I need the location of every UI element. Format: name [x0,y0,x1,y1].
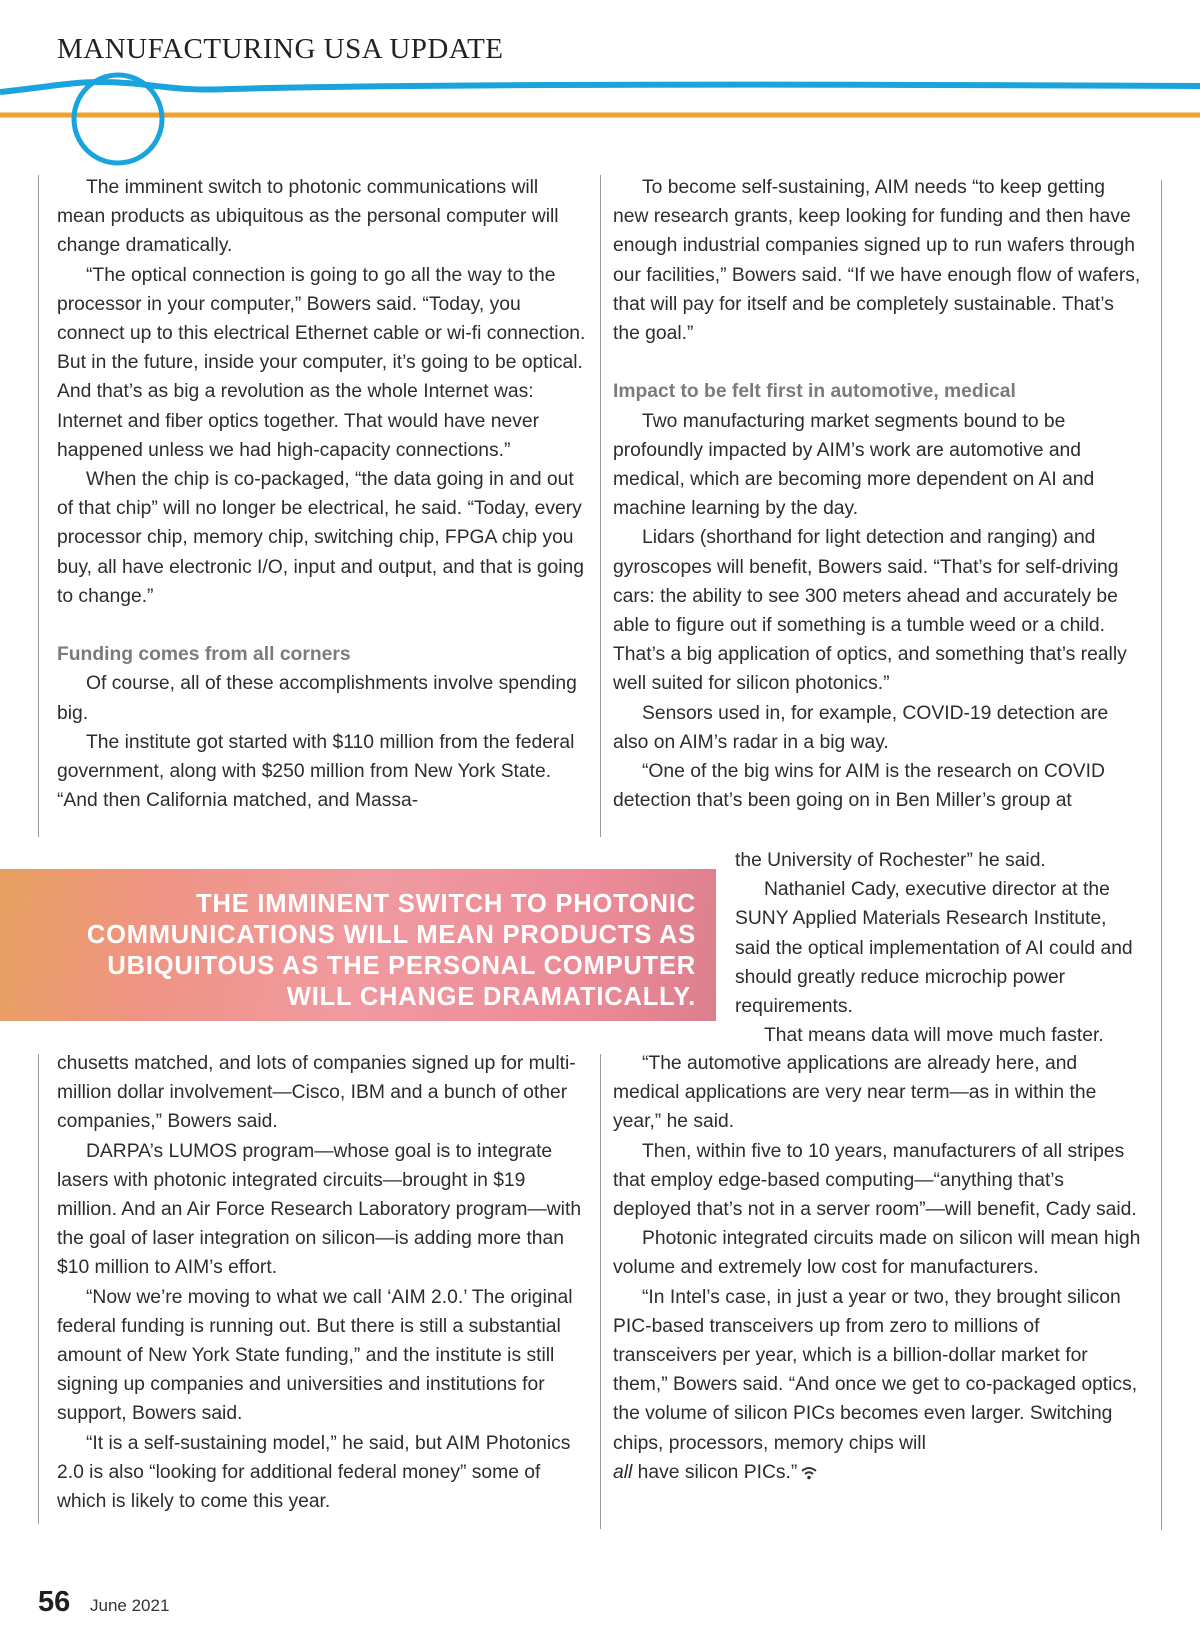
left-column-top [57,173,587,815]
paragraph: “In Intel’s case, in just a year or two, they brought silicon PIC-based transceivers up from zero to millions of transceivers per year, which is a billion-dollar market for them,” Bowers said. “And once we get to co-packaged optics, the volume of silicon PICs becomes even larger. Switching chips, processors, memory chips will [613,1286,1138,1454]
page-number: 56 [38,1586,71,1618]
left-column-rule-top [38,175,39,837]
paragraph: “It is a self-sustaining model,” he said, but AIM Photonics 2.0 is also “looking for additional federal money” some of which is likely to come this year. [57,1432,571,1513]
paragraph: Photonic integrated circuits made on silicon will mean high volume and extremely low cost for manufacturers. [613,1228,1141,1279]
pull-quote-banner [0,869,716,1021]
right-column-top [613,173,1143,815]
paragraph-continued: chusetts matched, and lots of companies signed up for multi-million dollar involvement—Cisco, IBM and a bunch of other companies,” Bowers said. [57,1053,576,1133]
center-column-rule-top [600,175,601,837]
paragraph: That means data will move much faster. [764,1025,1104,1047]
blue-wave [0,82,1200,92]
section-heading-funding: Funding comes from all corners [57,644,351,666]
paragraph: When the chip is co-packaged, “the data going in and out of that chip” will no longer be electrical, he said. “Today, every processor chip, memory chip, switching chip, FPGA chip you buy, all have electronic I/O, input and output, and that is going to change.” [57,469,585,607]
end-of-article-icon [801,1466,817,1480]
italic-word: all [613,1461,633,1483]
paragraph: Of course, all of these accomplishments involve spending big. [57,673,577,724]
header-wave-graphic [0,70,1200,180]
paragraph: DARPA’s LUMOS program—whose goal is to integrate lasers with photonic integrated circuits—brought in $19 million. And an Air Force Research Laboratory program—with the goal of laser integration on silicon—is adding more than $10 million to AIM’s effort. [57,1140,582,1279]
paragraph-final [613,1458,1143,1487]
center-column-rule-bottom [600,1054,601,1529]
paragraph: The imminent switch to photonic communications will mean products as ubiquitous as the personal computer will change dramatically. [57,177,559,257]
left-column-bottom [57,1049,587,1516]
right-column-rule [1161,180,1162,1530]
issue-date: June 2021 [90,1596,170,1615]
paragraph: Then, within five to 10 years, manufacturers of all stripes that employ edge-based computing—“anything that’s deployed that’s not in a server room”—will benefit, Cady said. [613,1140,1137,1221]
paragraph: Two manufacturing market segments bound to be profoundly impacted by AIM’s work are automotive and medical, which are becoming more dependent on AI and machine learning by the day. [613,410,1095,520]
paragraph: The institute got started with $110 million from the federal government, along with $250 million from New York State. “And then California matched, and Massa- [57,731,575,812]
final-text: have silicon PICs.” [632,1461,798,1483]
right-column-bottom [613,1049,1143,1487]
paragraph: Sensors used in, for example, COVID-19 detection are also on AIM’s radar in a big way. [613,702,1109,753]
right-column-narrow [735,846,1143,1050]
paragraph: “Now we’re moving to what we call ‘AIM 2.0.’ The original federal funding is running out. But there is still a substantial amount of New York State funding,” and the institute is still signing up companies and universities and institutions for support, Bowers said. [57,1286,573,1425]
paragraph: Lidars (shorthand for light detection and ranging) and gyroscopes will benefit, Bowers said. “That’s for self-driving cars: the ability to see 300 meters ahead and accurately be able to figure out if something is a tumble weed or a child. That’s a big application of optics, and something that’s really well suited for silicon photonics.” [613,527,1127,695]
paragraph-continued: the University of Rochester” he said. [735,850,1046,871]
paragraph: “One of the big wins for AIM is the research on COVID detection that’s been going on in Ben Miller’s group at [613,761,1105,812]
paragraph: “The automotive applications are already here, and medical applications are very near term—as in within the year,” he said. [613,1053,1097,1133]
pull-quote-text: THE IMMINENT SWITCH TO PHOTONIC COMMUNICATIONS WILL MEAN PRODUCTS AS UBIQUITOUS AS THE PERSONAL COMPUTER WILL CHANGE DRAMATICALLY. [86,890,696,1011]
paragraph: “The optical connection is going to go all the way to the processor in your computer,” Bowers said. “Today, you connect up to this electrical Ethernet cable or wi-fi connection. But in the future, inside your computer, it’s going to be optical. And that’s as big a revolution as the whole Internet was: Internet and fiber optics together. That would have never happened unless we had high-capacity connections.” [57,264,586,461]
section-heading-impact: Impact to be felt first in automotive, medical [613,381,1016,403]
section-title: MANUFACTURING USA UPDATE [57,33,504,65]
blue-circle [74,75,162,163]
paragraph: To become self-sustaining, AIM needs “to keep getting new research grants, keep looking for funding and then have enough industrial companies signed up to run wafers through our facilities,” Bowers said. “If we have enough flow of wafers, that will pay for itself and be completely sustainable. That’s the goal.” [613,177,1141,345]
left-column-rule-bottom [38,1054,39,1524]
paragraph: Nathaniel Cady, executive director at the SUNY Applied Materials Research Institute, said the optical implementation of AI could and should greatly reduce microchip power requirements. [735,879,1133,1018]
